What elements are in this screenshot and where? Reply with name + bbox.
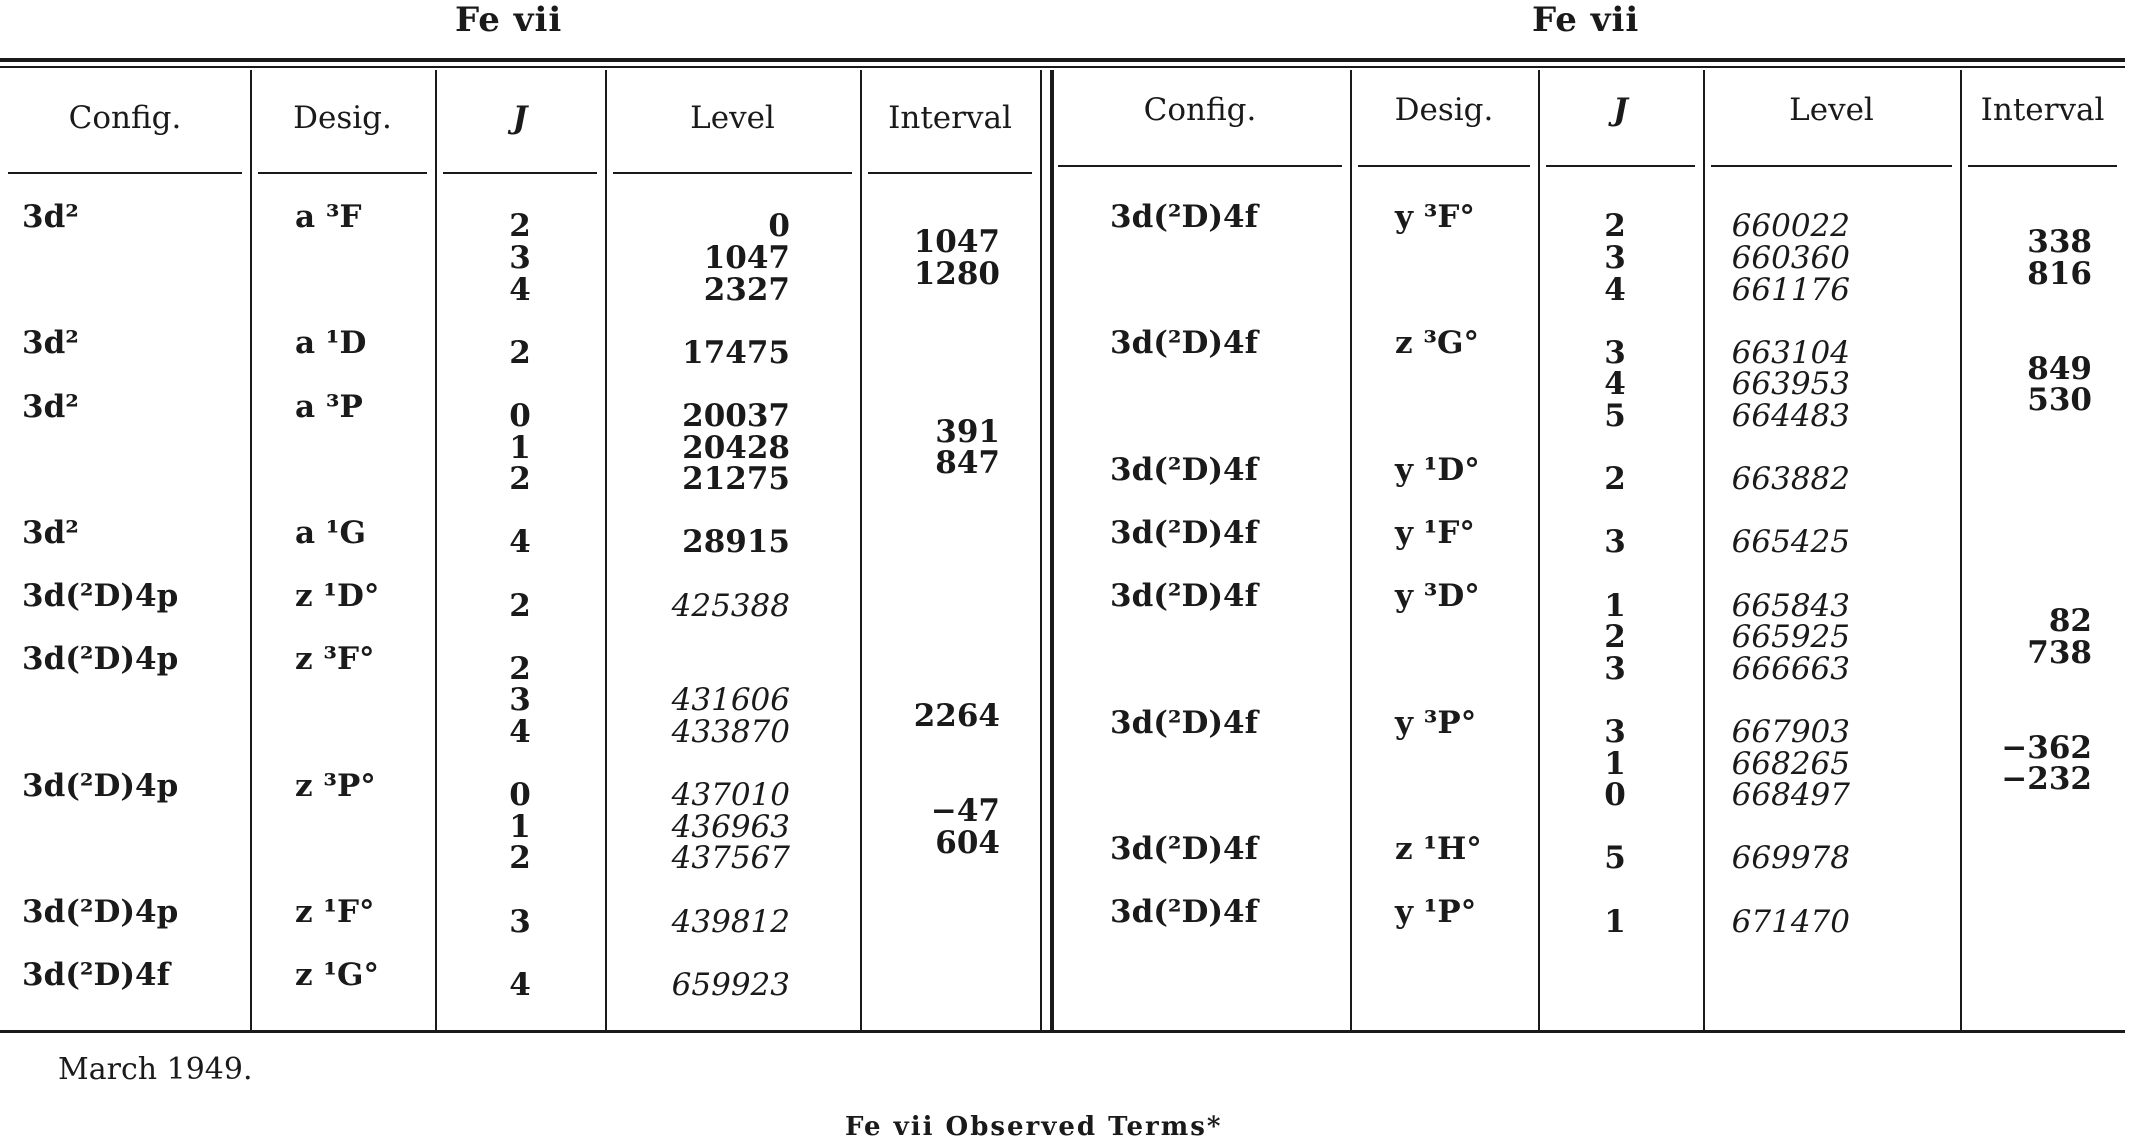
left-config-cell: 3d(²D)4p [22,894,179,931]
right-desig-cell: y ¹P° [1395,894,1477,931]
left-header-underline [8,172,242,174]
right-header-desig: Desig. [1394,92,1494,128]
right-header-underline [1058,165,1342,167]
left-column-divider [860,70,862,1030]
left-level-cell: 431606 [671,682,790,719]
right-j-cell: 2 [1604,208,1626,245]
left-desig-cell: a ³F [295,199,362,235]
left-config-cell: 3d(²D)4f [22,957,170,994]
top-rule-thick [0,58,2125,62]
left-desig-cell: a ³P [295,388,363,425]
right-desig-cell: y ¹D° [1395,451,1480,488]
left-column-divider [1040,70,1042,1030]
left-j-cell: 3 [509,240,531,277]
right-j-cell: 2 [1604,619,1626,656]
section-caption: Fe vii Observed Terms* [845,1112,1223,1142]
right-column-divider [1538,70,1540,1030]
left-desig-cell: a ¹G [295,515,366,551]
right-j-cell: 1 [1604,903,1626,940]
right-level-cell: 669978 [1731,840,1850,877]
left-j-cell: 2 [509,334,531,371]
right-header-underline [1546,165,1695,167]
right-header-level: Level [1789,92,1874,128]
left-j-cell: 3 [509,682,531,719]
right-config-cell: 3d(²D)4f [1110,325,1258,362]
bottom-rule [0,1030,2125,1033]
right-level-cell: 668497 [1731,777,1850,814]
left-header-level: Level [690,100,775,136]
left-interval-cell: 1280 [913,255,1000,292]
right-column-divider [1050,70,1054,1030]
right-interval-cell: 530 [2027,382,2092,419]
right-interval-cell: 82 [2048,603,2092,640]
left-interval-cell: 604 [935,824,1000,861]
right-j-cell: 5 [1604,840,1626,877]
right-level-cell: 666663 [1731,650,1850,687]
left-j-cell: 0 [509,777,531,814]
right-desig-cell: z ³G° [1395,325,1479,362]
right-level-cell: 660022 [1731,208,1850,245]
right-config-cell: 3d(²D)4f [1110,451,1258,488]
right-j-cell: 3 [1604,714,1626,751]
left-j-cell: 4 [509,714,531,751]
left-desig-cell: z ³F° [295,641,375,678]
left-header-interval: Interval [888,100,1012,136]
left-header-underline [613,172,852,174]
left-level-cell: 0 [768,208,790,245]
left-level-cell: 437567 [671,840,790,877]
left-header-underline [868,172,1032,174]
right-j-cell: 3 [1604,334,1626,371]
right-config-cell: 3d(²D)4f [1110,515,1258,551]
left-config-cell: 3d(²D)4p [22,641,179,678]
left-config-cell: 3d² [22,199,79,235]
left-column-divider [435,70,437,1030]
right-config-cell: 3d(²D)4f [1110,578,1258,615]
right-interval-cell: 816 [2027,255,2092,292]
left-level-cell: 439812 [671,903,790,940]
left-j-cell: 2 [509,208,531,245]
left-header-config: Config. [68,100,182,136]
left-j-cell: 1 [509,429,531,466]
left-level-cell: 28915 [682,524,790,561]
right-level-cell: 667903 [1731,714,1850,751]
right-j-cell: 1 [1604,587,1626,624]
right-header-config: Config. [1143,92,1257,128]
right-level-cell: 661176 [1731,271,1850,308]
right-desig-cell: z ¹H° [1395,831,1482,867]
right-interval-cell: 738 [2027,635,2092,672]
left-level-cell: 17475 [682,334,790,371]
right-level-cell: 665925 [1731,619,1850,656]
left-interval-cell: 391 [935,413,1000,450]
left-j-cell: 2 [509,650,531,687]
right-interval-cell: −232 [2001,761,2092,798]
right-desig-cell: y ³D° [1395,578,1480,615]
right-j-cell: 4 [1604,366,1626,403]
left-j-cell: 1 [509,808,531,845]
right-title-text: Fe vii [1532,0,1640,40]
right-level-cell: 660360 [1731,240,1850,277]
right-config-cell: 3d(²D)4f [1110,199,1258,235]
right-column-divider [1960,70,1962,1030]
right-level-cell: 671470 [1731,903,1850,940]
left-level-cell: 20428 [682,429,790,466]
right-level-cell: 665425 [1731,524,1850,561]
right-config-cell: 3d(²D)4f [1110,894,1258,931]
right-j-cell: 2 [1604,461,1626,498]
right-j-cell: 4 [1604,271,1626,308]
left-column-divider [250,70,252,1030]
right-level-cell: 664483 [1731,398,1850,435]
right-j-cell: 3 [1604,650,1626,687]
left-j-cell: 4 [509,966,531,1003]
right-interval-cell: 338 [2027,224,2092,261]
right-header-underline [1358,165,1530,167]
right-level-cell: 663882 [1731,461,1850,498]
left-header-underline [258,172,427,174]
right-desig-cell: y ¹F° [1395,515,1475,551]
left-level-cell: 21275 [682,461,790,498]
left-interval-cell: 1047 [913,224,1000,261]
right-header-interval: Interval [1980,92,2105,128]
left-desig-cell: a ¹D [295,325,367,362]
left-interval-cell: 847 [935,445,1000,482]
right-config-cell: 3d(²D)4f [1110,831,1258,867]
right-header-j: J [1613,92,1628,128]
left-config-cell: 3d(²D)4p [22,767,179,804]
left-config-cell: 3d² [22,325,79,362]
right-desig-cell: y ³P° [1395,704,1477,741]
top-rule-thin [0,66,2125,68]
left-table-title [455,0,562,40]
left-level-cell: 425388 [671,587,790,624]
right-interval-cell: −362 [2001,729,2092,766]
right-config-cell: 3d(²D)4f [1110,704,1258,741]
left-level-cell: 433870 [671,714,790,751]
left-config-cell: 3d² [22,388,79,425]
right-j-cell: 3 [1604,524,1626,561]
left-level-cell: 659923 [671,966,790,1003]
right-j-cell: 0 [1604,777,1626,814]
left-header-desig: Desig. [293,100,392,136]
right-level-cell: 665843 [1731,587,1850,624]
left-level-cell: 436963 [671,808,790,845]
right-j-cell: 3 [1604,240,1626,277]
left-title-text: Fe vii [455,0,563,40]
left-header-underline [443,172,597,174]
right-interval-cell: 849 [2027,350,2092,387]
left-level-cell: 1047 [703,240,790,277]
left-desig-cell: z ¹D° [295,578,380,615]
left-desig-cell: z ¹F° [295,894,375,931]
right-j-cell: 5 [1604,398,1626,435]
left-j-cell: 2 [509,461,531,498]
left-j-cell: 2 [509,587,531,624]
left-interval-cell: 2264 [913,698,1000,735]
right-header-underline [1711,165,1952,167]
left-level-cell: 437010 [671,777,790,814]
right-level-cell: 663104 [1731,334,1850,371]
right-desig-cell: y ³F° [1395,199,1475,235]
left-j-cell: 3 [509,903,531,940]
left-header-j: J [512,100,528,136]
left-desig-cell: z ¹G° [295,957,379,994]
right-table-title [1532,0,1639,40]
right-level-cell: 668265 [1731,745,1850,782]
left-j-cell: 4 [509,271,531,308]
left-interval-cell: −47 [930,793,1000,830]
left-level-cell: 20037 [682,398,790,435]
footer-date: March 1949. [58,1052,253,1087]
right-column-divider [1350,70,1352,1030]
left-j-cell: 0 [509,398,531,435]
right-j-cell: 1 [1604,745,1626,782]
left-config-cell: 3d(²D)4p [22,578,179,615]
right-header-underline [1968,165,2117,167]
right-level-cell: 663953 [1731,366,1850,403]
left-j-cell: 2 [509,840,531,877]
left-config-cell: 3d² [22,515,79,551]
left-level-cell: 2327 [703,271,790,308]
left-desig-cell: z ³P° [295,767,376,804]
left-j-cell: 4 [509,524,531,561]
